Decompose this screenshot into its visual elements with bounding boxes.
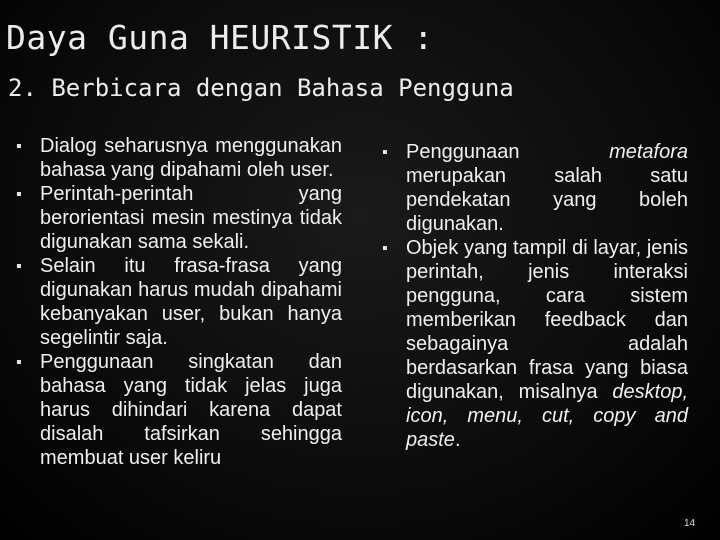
list-item xyxy=(380,236,688,452)
slide-title: Daya Guna HEURISTIK : xyxy=(6,18,434,57)
list-item-text: merupakan salah satu pendekatan yang boleh digunakan. xyxy=(406,165,688,235)
square-bullet-icon: ▪ xyxy=(16,138,22,155)
list-item-text: Penggunaan singkatan dan bahasa yang tidak jelas juga harus dihindari karena dapat disalah tafsirkan sehingga membuat user keliru xyxy=(40,351,342,469)
list-item-text: Dialog seharusnya menggunakan bahasa yang dipahami oleh user. xyxy=(40,135,342,181)
square-bullet-icon: ▪ xyxy=(16,354,22,371)
list-item-text: Objek yang tampil di layar, jenis perintah, jenis interaksi pengguna, cara sistem memberikan feedback dan sebagainya adalah berdasarkan frasa yang biasa digunakan, misalnya xyxy=(406,237,688,403)
list-item xyxy=(14,254,342,350)
page-number: 14 xyxy=(684,518,696,529)
square-bullet-icon: ▪ xyxy=(382,144,388,161)
square-bullet-icon: ▪ xyxy=(16,186,22,203)
left-bullet-list xyxy=(14,134,342,470)
list-item-italic-text: metafora xyxy=(609,141,688,163)
list-item-text: Penggunaan xyxy=(406,141,610,163)
list-item-text: Perintah-perintah yang berorientasi mesin mestinya tidak digunakan sama sekali. xyxy=(40,183,342,253)
square-bullet-icon: ▪ xyxy=(382,240,388,257)
list-item xyxy=(380,140,688,236)
right-column xyxy=(380,140,688,452)
list-item xyxy=(14,182,342,254)
list-item xyxy=(14,350,342,470)
list-item-text: . xyxy=(454,429,461,451)
slide-subtitle: 2. Berbicara dengan Bahasa Pengguna xyxy=(8,74,514,102)
list-item-text: Selain itu frasa-frasa yang digunakan harus mudah dipahami kebanyakan user, bukan hanya segelintir saja. xyxy=(40,255,342,349)
right-bullet-list xyxy=(380,140,688,452)
list-item-italic-text: desktop, icon, menu, cut, copy and paste xyxy=(406,381,688,451)
square-bullet-icon: ▪ xyxy=(16,258,22,275)
left-column xyxy=(14,134,342,470)
list-item xyxy=(14,134,342,182)
